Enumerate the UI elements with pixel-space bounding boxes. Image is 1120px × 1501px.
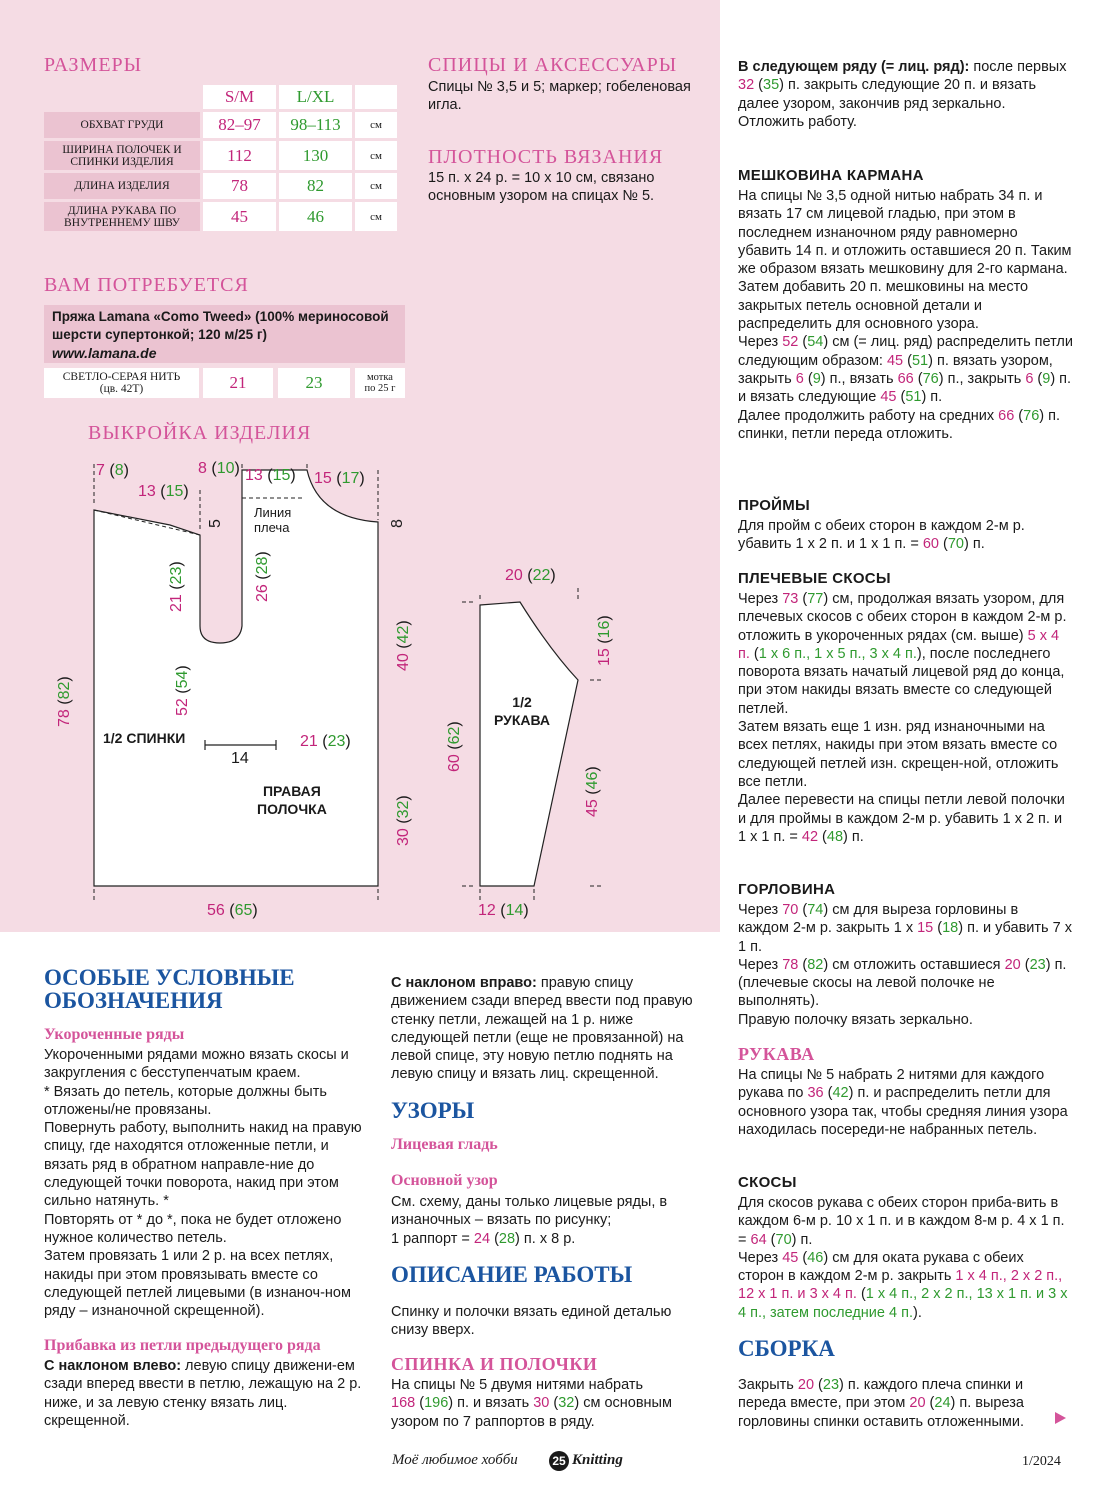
bevel-text: Для скосов рукава с обеих сторон приба-вить в каждом 6-м р. 10 х 1 п. и в каждом 8-м р. 4 х 1 п. = 64 (70) п. Через 45 (46) см для оката рукава с обеих сторон в каждом 2-м р. закрыть 1 х 4 п., 2 х 2 п., 12 х 1 п. и 3 х 4 п. (1 х 4 п., 2 х 2 п., 13 х 1 п. и 3 х 4 п., затем последние 4 п.). [738,1195,1068,1321]
dim-label: 20 (22) [505,567,556,584]
dim-label: 13 (15) [245,467,296,484]
dim-label: 15 (16) [596,615,613,666]
assembly-text: Закрыть 20 (23) п. каждого плеча спинки и переда вместе, при этом 20 (24) п. выреза горловины спинки оставить отложенными. [738,1377,1025,1430]
pattern-diagram [0,440,720,930]
neck-title: ГОРЛОВИНА [738,881,836,898]
yarn-url: www.lamana.de [52,345,157,361]
size-unit: см [355,112,397,138]
dim-label: 40 (42) [395,620,412,671]
needles-title: СПИЦЫ И АКСЕССУАРЫ [428,54,678,76]
increase-right-text: С наклоном вправо: правую спицу движением сзади вперед ввести под правую стенку петли, лежащей на 1 р. ниже следующей петли (еще не провязанной) на левой спице, эту новую петлю поднять на левую спицу и вязать лиц. скрещенной. [391,975,693,1083]
page-number-badge: 25 [549,1451,569,1471]
size-value-lxl: 82 [279,173,352,199]
dim-label: 21 (23) [168,561,185,612]
col-header-lxl: L/XL [279,85,352,109]
issue-number: 1/2024 [1022,1454,1061,1469]
dim-label: 78 (82) [56,676,73,727]
dim-label: 8 (10) [198,460,240,477]
dim-label: 12 (14) [478,902,529,919]
size-unit: см [355,141,397,170]
continue-arrow-icon [1055,1412,1066,1424]
shoulder-slope-text: Через 73 (77) см, продолжая вязать узором, для плечевых скосов с обеих сторон в каждом 2-м р. отложить в укороченных рядах (см. выше) 5 х 4 п. (1 х 6 п., 1 х 5 п., 3 х 4 п.), после последнего поворота вязать начатый лицевой ряд до конца, при этом накиды вязать вместе со следующей петлей. Затем вязать еще 1 изн. ряд изнаночными на всех петлях, накиды при этом вязать вместе со следующей петлей изн. скрещен-ной, отложить все петли. Далее перевести на спицы петли левой полочки и для проймы в каждом 2-м р. убавить 1 х 2 п. и 1 х 1 п. = 42 (48) п. [738,591,1067,845]
color-label-1: СВЕТЛО-СЕРАЯ НИТЬ [62,371,181,383]
body-piece-shape [94,470,378,886]
sleeves-text: На спицы № 5 набрать 2 нитями для каждого рукава по 36 (42) п. и распределить петли для основного узора так, чтобы средняя линия узора находилась посереди-не набранных петель. [738,1067,1068,1138]
dim-label: 56 (65) [207,902,258,919]
sizes-table [41,82,400,234]
increase-title: Прибавка из петли предыдущего ряда [44,1337,321,1354]
stockinette-title: Лицевая гладь [391,1136,498,1153]
sizes-title: РАЗМЕРЫ [44,54,143,76]
empty-unit-header [355,85,397,109]
sleeves-title: РУКАВА [738,1044,815,1064]
yarn-unit-2: по 25 г [364,383,396,394]
increase-left-text: С наклоном влево: левую спицу движени-ем сзади вперед ввести в петлю, лежащую на 2 р. ниже, и за левую стенку вязать лиц. скрещенной. [44,1358,362,1429]
sleeve-piece-shape [480,602,578,886]
size-value-lxl: 46 [279,202,352,231]
patterns-title: УЗОРЫ [391,1098,475,1123]
needles-text: Спицы № 3,5 и 5; маркер; гобеленовая игла. [428,79,691,114]
work-intro: Спинку и полочки вязать единой деталью снизу вверх. [391,1304,672,1339]
size-value-lxl: 98–113 [279,112,352,138]
dim-five: 5 [207,519,224,528]
back-fronts-text: На спицы № 5 двумя нитями набрать 168 (196) п. и вязать 30 (32) см основным узором по 7 раппортов в ряду. [391,1377,672,1430]
yarn-line-2: шерсти супертонкой; 120 м/25 г) [52,327,268,342]
dim-fourteen: 14 [231,750,249,767]
size-row-label: ДЛИНА ИЗДЕЛИЯ [44,173,200,199]
dim-label: 21 (23) [300,733,351,750]
empty-corner [44,85,200,109]
size-value-lxl: 130 [279,141,352,170]
pattern-title: ВЫКРОЙКА ИЗДЕЛИЯ [88,422,312,444]
dim-eight: 8 [389,519,406,528]
yarn-color-label [44,368,199,398]
dim-label: 60 (62) [446,721,463,772]
yarn-unit-1: мотка [367,372,393,383]
main-pattern-title: Основной узор [391,1172,498,1189]
neck-text: Через 70 (74) см для выреза горловины в каждом 2-м р. закрыть 1 х 15 (18) п. и убавить 7 х 1 п. Через 78 (82) см отложить оставшиеся 20 (23) п. (плечевые скосы на левой полочке не выполнять). Правую полочку вязать зеркально. [738,902,1072,1028]
work-title: ОПИСАНИЕ РАБОТЫ [391,1262,633,1287]
short-rows-text: Укороченными рядами можно вязать скосы и закругления с бесступенчатым краем. * Вязать до петель, которые должны быть отложены/не провязаны. Повернуть работу, выполнить накид на правую спицу, где находятся отложенные петли, и вязать ряд в обратном направле-ние до следующей точки поворота, накид при этом сильно натянуть. * Повторять от * до *, пока не будет отложено нужное количество петель. Затем провязать 1 или 2 р. на всех петлях, накиды при этом провязывать вместе со следующей петлей лицевыми (в изнаноч-ном ряду – изнаночной скрещенной). [44,1047,362,1320]
col-header-sm: S/M [203,85,276,109]
front-label: ПРАВАЯ ПОЛОЧКА [257,783,327,817]
shoulder-slope-title: ПЛЕЧЕВЫЕ СКОСЫ [738,570,891,587]
yarn-line-1: Пряжа Lamana «Como Tweed» (100% мериносовой [52,309,389,324]
right-col-intro: В следующем ряду (= лиц. ряд): после первых 32 (35) п. закрыть следующие 20 п. и вязать далее узором, закончив ряд зеркально. Отложить работу. [738,59,1067,130]
yarn-unit [355,368,405,398]
yarn-description [52,308,389,362]
dim-label: 45 (46) [584,766,601,817]
assembly-title: СБОРКА [738,1336,835,1361]
back-fronts-title: СПИНКА И ПОЛОЧКИ [391,1354,598,1374]
pocket-title: МЕШКОВИНА КАРМАНА [738,167,924,184]
gauge-title: ПЛОТНОСТЬ ВЯЗАНИЯ [428,146,664,168]
required-title: ВАМ ПОТРЕБУЕТСЯ [44,274,249,296]
yarn-box [44,305,405,363]
size-value-sm: 45 [203,202,276,231]
yarn-qty-sm: 21 [203,368,273,398]
yarn-qty-lxl: 23 [278,368,350,398]
size-value-sm: 112 [203,141,276,170]
color-label-2: (цв. 42T) [99,383,144,395]
size-row-label: ШИРИНА ПОЛОЧЕК И СПИНКИ ИЗДЕЛИЯ [44,141,200,170]
size-unit: см [355,202,397,231]
size-row-label: ОБХВАТ ГРУДИ [44,112,200,138]
size-value-sm: 78 [203,173,276,199]
notation-title: ОСОБЫЕ УСЛОВНЫЕ ОБОЗНАЧЕНИЯ [44,965,295,1013]
dim-label: 7 (8) [96,462,129,479]
size-row-label: ДЛИНА РУКАВА ПО ВНУТРЕННЕМУ ШВУ [44,202,200,231]
footer-magazine: Моё любимое хобби [392,1452,518,1468]
dim-label: 52 (54) [174,665,191,716]
shoulder-line-label: Линия плеча [254,505,292,535]
back-label: 1/2 СПИНКИ [103,730,186,746]
size-unit: см [355,173,397,199]
bevel-title: СКОСЫ [738,1174,797,1191]
size-value-sm: 82–97 [203,112,276,138]
armhole-title: ПРОЙМЫ [738,497,811,514]
short-rows-title: Укороченные ряды [44,1026,185,1043]
armhole-text: Для пройм с обеих сторон в каждом 2-м р. убавить 1 х 2 п. и 1 х 1 п. = 60 (70) п. [738,518,1025,553]
gauge-text: 15 п. х 24 р. = 10 х 10 см, связано основным узором на спицах № 5. [428,170,655,205]
dim-label: 15 (17) [314,470,365,487]
pocket-text: На спицы № 3,5 одной нитью набрать 34 п. и вязать 17 см лицевой гладью, при этом в последнем изнаночном ряду равномерно убавить 14 п. и отложить оставшиеся 20 п. Таким же образом вязать мешковину для 2-го кармана. Затем добавить 20 п. мешковины на место закрытых петель основной детали и распределить для основного узора. Через 52 (54) см (= лиц. ряд) распределить петли следующим образом: 45 (51) п. вязать узором, закрыть 6 (9) п., вязать 66 (76) п., закрыть 6 (9) п. и вязать следующие 45 (51) п. Далее продолжить работу на средних 66 (76) п. спинки, петли переда отложить. [738,188,1073,442]
main-pattern-text: См. схему, даны только лицевые ряды, в изнаночных – вязать по рисунку; 1 раппорт = 24 (28) п. х 8 р. [391,1194,668,1247]
footer-knitting: Knitting [572,1452,623,1468]
dim-label: 26 (28) [254,551,271,602]
sleeve-label: 1/2 РУКАВА [494,694,551,728]
dim-label: 13 (15) [138,483,189,500]
dim-label: 30 (32) [395,795,412,846]
